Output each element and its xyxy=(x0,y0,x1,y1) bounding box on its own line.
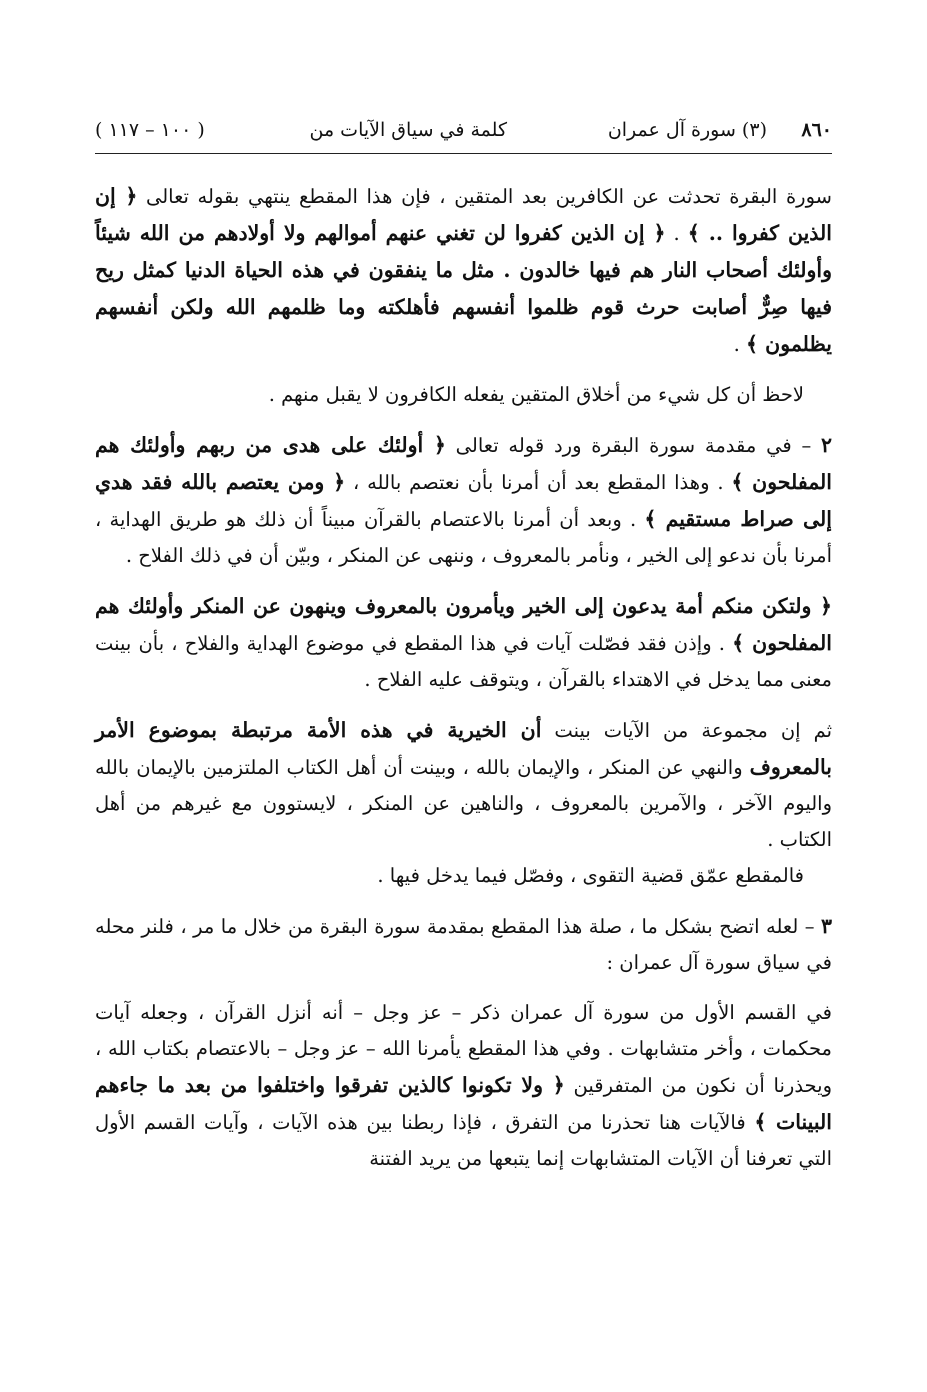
point-number: ٣ xyxy=(820,914,832,938)
point-number: ٢ xyxy=(820,433,832,457)
header-divider xyxy=(95,153,832,154)
text: سورة البقرة تحدثت عن الكافرين بعد المتقين ، فإن هذا المقطع ينتهي بقوله تعالى xyxy=(137,185,832,208)
paragraph-5 xyxy=(95,712,832,858)
paragraph-1 xyxy=(95,178,832,363)
page-header xyxy=(95,112,832,148)
text: . xyxy=(733,333,747,356)
text: في القسم الأول من سورة آل عمران ذكر – عز وجل – أنه أنزل القرآن ، وجعله آيات محكمات ، وأخر متشابهات . وفي هذا المقطع يأمرنا الله – عز وجل – بالاعتصام بكتاب الله ، ويحذرنا أن نكون من المتفرقين xyxy=(95,1001,832,1097)
text: – في مقدمة سورة البقرة ورد قوله تعالى xyxy=(445,434,821,457)
paragraph-7 xyxy=(95,908,832,981)
quran-quote: ﴿ ولا تكونوا كالذين تفرقوا واختلفوا من بعد ما جاءهم البينات ﴾ xyxy=(95,1073,832,1134)
quran-quote: ﴿ أولئك على هدى من ربهم وأولئك هم المفلحون ﴾ xyxy=(95,433,832,494)
page-body xyxy=(95,178,832,1177)
paragraph-4 xyxy=(95,588,832,698)
surah-title: (٣) سورة آل عمران xyxy=(607,119,767,141)
text: فالآيات هنا تحذرنا من التفرق ، فإذا ربطنا بين هذه الآيات ، وآيات القسم الأول التي تعرفنا أن الآيات المتشابهات إنما يتبعها من يريد الفتنة xyxy=(95,1111,832,1170)
text: والنهي عن المنكر ، والإيمان بالله ، وبينت أن أهل الكتاب الملتزمين بالإيمان بالله واليوم الآخر ، والآمرين بالمعروف ، والناهين عن المنكر ، لايستوون مع غيرهم من أهل الكتاب . xyxy=(95,756,832,851)
quran-quote: ﴿ ولتكن منكم أمة يدعون إلى الخير ويأمرون بالمعروف وينهون عن المنكر وأولئك هم المفلحون ﴾ xyxy=(95,594,832,655)
quran-quote: ﴿ ومن يعتصم بالله فقد هدي إلى صراط مستقيم ﴾ xyxy=(95,470,832,531)
text: . وهذا المقطع بعد أن أمرنا بأن نعتصم بالله ، xyxy=(345,471,732,494)
text: . وبعد أن أمرنا بالاعتصام بالقرآن مبيناً أن ذلك هو طريق الهداية ، أمرنا بأن ندعو إلى الخير ، ونأمر بالمعروف ، وننهى عن المنكر ، وبيّن أن في ذلك الفلاح . xyxy=(95,508,832,567)
emphasis-text: أن الخيرية في هذه الأمة مرتبطة بموضوع الأمر بالمعروف xyxy=(95,718,832,779)
page-number: ٨٦٠ xyxy=(801,119,832,141)
quran-quote: ﴿ إن الذين كفروا لن تغني عنهم أموالهم ولا أولادهم من الله شيئاً وأولئك أصحاب النار هم فيها خالدون . مثل ما ينفقون في هذه الحياة الدنيا كمثل ريح فيها صِرٌّ أصابت حرث قوم ظلموا أنفسهم فأهلكته وما ظلمهم الله ولكن أنفسهم يظلمون ﴾ xyxy=(95,221,832,356)
paragraph-2: لاحظ أن كل شيء من أخلاق المتقين يفعله الكافرون لا يقبل منهم . xyxy=(268,383,804,406)
text: – لعله اتضح بشكل ما ، صلة هذا المقطع بمقدمة سورة البقرة من خلال ما مر ، فلنر محله في سياق سورة آل عمران : xyxy=(95,915,832,974)
paragraph-3 xyxy=(95,427,832,574)
section-title: كلمة في سياق الآيات من xyxy=(309,119,507,141)
paragraph-8 xyxy=(95,995,832,1177)
verse-range: ( ١٠٠ – ١١٧ ) xyxy=(95,119,205,141)
text: . xyxy=(665,222,688,245)
quran-quote: ﴿ إن الذين كفروا .. ﴾ xyxy=(95,184,832,245)
text: ثم إن مجموعة من الآيات بينت xyxy=(541,719,833,742)
text: . وإذن فقد فصّلت آيات في هذا المقطع في موضوع الهداية والفلاح ، بأن بينت معنى مما يدخل في الاهتداء بالقرآن ، ويتوقف عليه الفلاح . xyxy=(95,632,832,691)
paragraph-6: فالمقطع عمّق قضية التقوى ، وفصّل فيما يدخل فيها . xyxy=(377,864,804,887)
